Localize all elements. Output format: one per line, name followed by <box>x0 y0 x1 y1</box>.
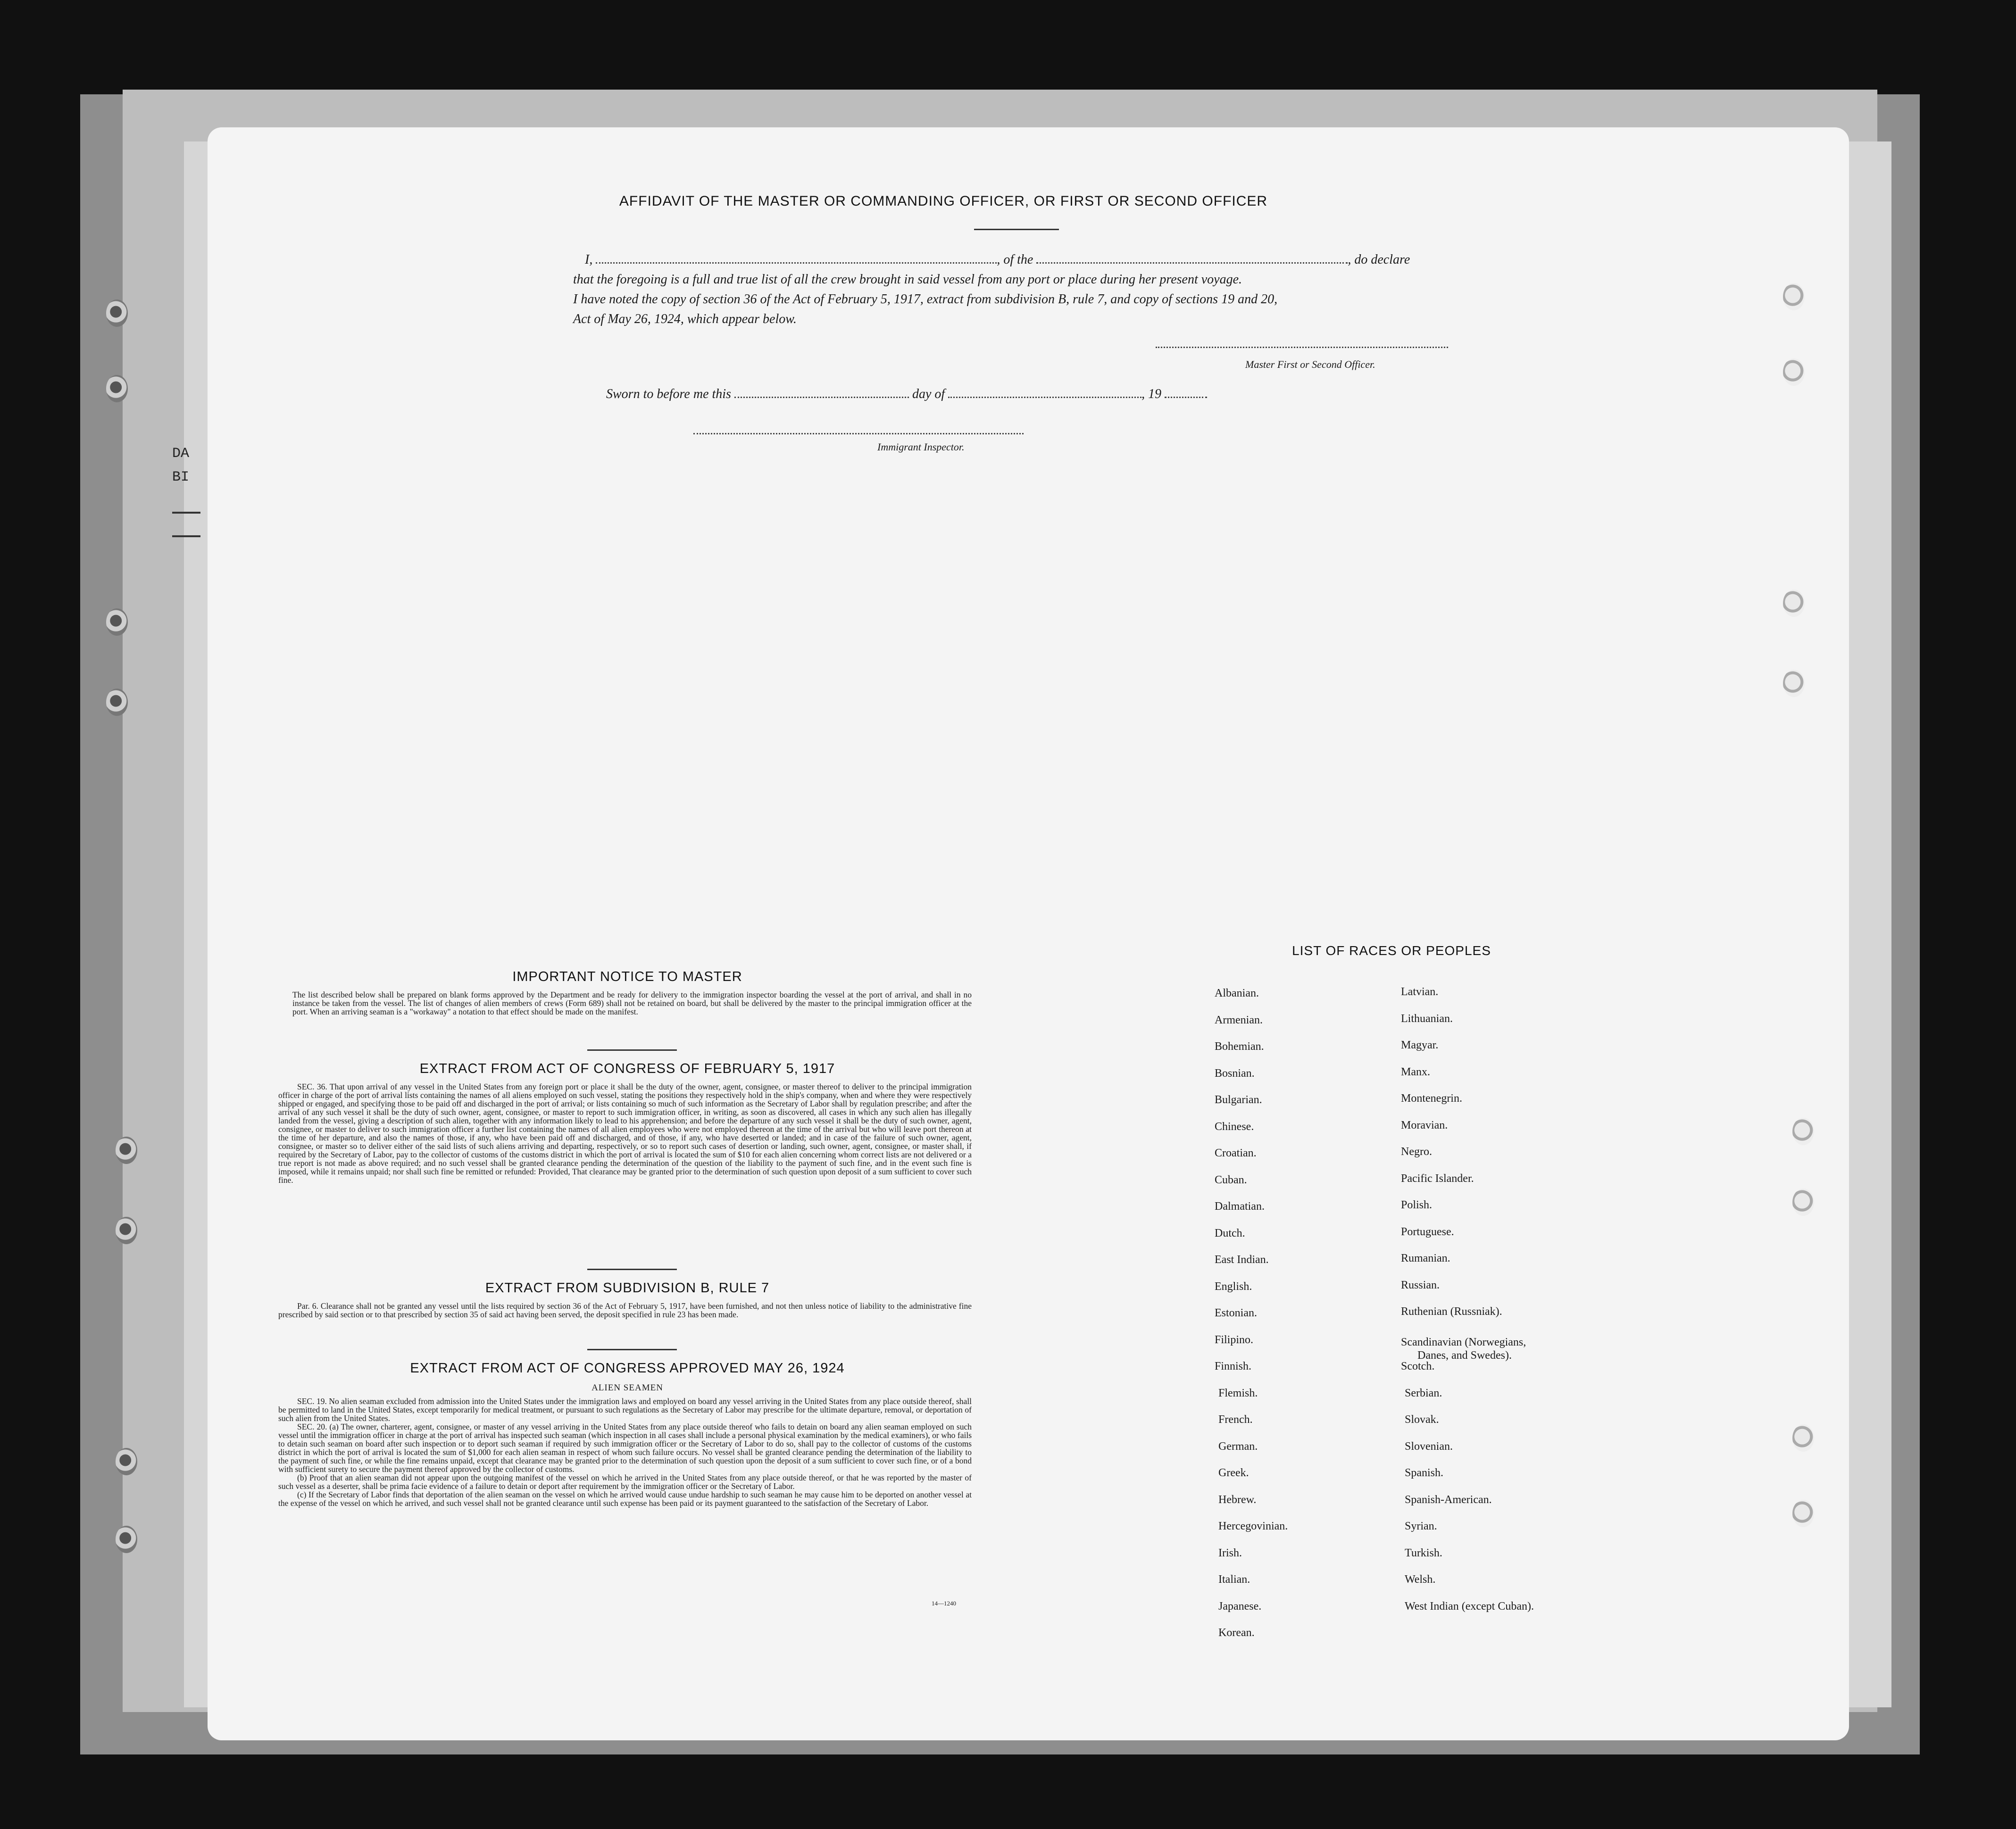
race-item: Danes, and Swedes). <box>1417 1349 1512 1362</box>
sec-19-text: SEC. 19. No alien seaman excluded from admission into the United States under the immigration laws and employed on board any vessel arriving in the United States from any place outside thereof, shall be permitted to land in the United States, except temporarily for medical treatment, or pursuant to such regulations as the Secretary of Labor may prescribe for the ultimate departure, removal, or deportation of such alien from the United States. <box>278 1397 972 1423</box>
race-item: Slovak. <box>1405 1413 1439 1426</box>
binder-hole-icon <box>116 1526 137 1553</box>
race-item: Pacific Islander. <box>1401 1172 1474 1185</box>
name-blank <box>596 262 997 264</box>
extract-1917-text: SEC. 36. That upon arrival of any vessel in the United States from any foreign port or place it shall be the duty of the owner, agent, consignee, or master thereof to deliver to the principal immigration officer in charge of the port of arrival lists containing the names of all aliens employed on such vessel, stating the positions they respectively hold in the ship's company, when and where they were respectively shipped or engaged, and specifying those to be paid off and discharged in the port of arrival; or lists containing so much of such information as the Secretary of Labor shall by regulation prescribe; and after the arrival of any such vessel it shall be the duty of such owner, agent, consignee, or master to report to such immigration officer, in writing, as soon as discovered, all cases in which any such alien has illegally landed from the vessel, giving a description of such alien, together with any information likely to lead to his apprehension; and before the departure of any such vessel it shall be the duty of such owner, agent, consignee, or master to deliver to such immigration officer a further list containing the names of all alien employees who were not employed thereon at the time of the arrival but who will leave port thereon at the time of her departure, and also the names of those, if any, who have been paid off and discharged, and of those, if any, who have deserted or landed; and in case of the failure of such owner, agent, consignee, or master so to deliver either of the said lists of such aliens arriving and departing, respectively, or so to report such cases of desertion or landing, such owner, agent, consignee, or master shall, if required by the Secretary of Labor, pay to the collector of customs of the customs district in which the port of arrival is located the sum of $10 for each alien concerning whom correct lists are not delivered or a true report is not made as above required; and no such vessel shall be granted clearance pending the determination of the question of the liability to the payment of such fine, and in the event such fine is imposed, while it remains unpaid; nor shall such fine be remitted or refunded: Provided, That clearance may be granted prior to the determination of such question upon deposit of a sum sufficient to cover such fine. <box>278 1082 972 1185</box>
back-sheet-label: BI <box>172 469 190 485</box>
race-item: Polish. <box>1401 1199 1433 1211</box>
extract-rule7-text: Par. 6. Clearance shall not be granted any vessel until the lists required by section 36 of the Act of February 5, 1917, have been furnished, and not then unless notice of liability to the administrative fine prescribed by said section or to that prescribed by section 35 of said act having been served, the deposit specified in rule 23 has been made. <box>278 1301 972 1319</box>
page-hole-icon <box>1792 1118 1814 1145</box>
race-item: Slovenian. <box>1405 1440 1453 1453</box>
race-item: Scotch. <box>1401 1360 1435 1372</box>
affidavit-line-2: that the foregoing is a full and true list of all the crew brought in said vessel from any port or place during her present voyage. <box>573 272 1242 287</box>
binder-hole-icon <box>106 299 128 327</box>
section-rule <box>587 1049 677 1051</box>
notice-title: IMPORTANT NOTICE TO MASTER <box>512 969 742 984</box>
inspector-signature-line <box>693 433 1024 434</box>
race-item: Moravian. <box>1401 1119 1448 1131</box>
race-item: Lithuanian. <box>1401 1012 1453 1025</box>
affidavit-declare: , do declare <box>1348 252 1410 267</box>
page-hole-icon <box>1783 358 1805 386</box>
year-blank <box>1165 397 1207 398</box>
race-item: Portuguese. <box>1401 1225 1454 1238</box>
page-hole-icon <box>1783 670 1805 697</box>
race-item: Scandinavian (Norwegians, <box>1401 1336 1526 1348</box>
race-item: Welsh. <box>1405 1573 1436 1586</box>
race-item: West Indian (except Cuban). <box>1405 1600 1534 1613</box>
sworn-line <box>606 384 1314 404</box>
section-rule <box>587 1269 677 1270</box>
binder-hole-icon <box>116 1217 137 1244</box>
race-item: French. <box>1218 1413 1253 1426</box>
race-item: Armenian. <box>1215 1014 1263 1026</box>
race-item: Rumanian. <box>1401 1252 1450 1264</box>
sec-20c-text: (c) If the Secretary of Labor finds that deportation of the alien seaman on the vessel on which he arrived would cause undue hardship to such seaman he may cause him to be deported on another vessel at the expense of the vessel on which he arrived, and such vessel shall not be granted clearance until such expense has been paid or its payment guaranteed to the satisfaction of the Secretary of Labor. <box>278 1490 972 1508</box>
master-label: Master First or Second Officer. <box>1245 358 1375 370</box>
inspector-label: Immigrant Inspector. <box>877 441 965 453</box>
page-hole-icon <box>1792 1500 1814 1527</box>
page-hole-icon <box>1792 1424 1814 1452</box>
day-of-label: day of <box>912 387 945 401</box>
race-item: Croatian. <box>1215 1147 1257 1159</box>
race-item: Hercegovinian. <box>1218 1520 1288 1532</box>
race-item: Estonian. <box>1215 1307 1257 1319</box>
race-item: English. <box>1215 1280 1252 1293</box>
race-item: Manx. <box>1401 1065 1430 1078</box>
sec-20b-text: (b) Proof that an alien seaman did not appear upon the outgoing manifest of the vessel on which he arrived in the United States from any place outside thereof, or that he was reported by the master of such vessel as a deserter, shall be prima facie evidence of a failure to detain or deport after requirement by the immigration officer or the Secretary of Labor. <box>278 1473 972 1491</box>
race-item: Dutch. <box>1215 1227 1245 1239</box>
race-item: Italian. <box>1218 1573 1250 1586</box>
affidavit-line-4: Act of May 26, 1924, which appear below. <box>573 312 797 326</box>
affidavit-i: I, <box>585 252 593 267</box>
binder-hole-icon <box>106 689 128 716</box>
race-item: Irish. <box>1218 1546 1242 1559</box>
month-blank <box>948 397 1141 398</box>
back-sheet-label: DA <box>172 446 190 462</box>
binder-hole-icon <box>116 1448 137 1475</box>
race-item: Finnish. <box>1215 1360 1252 1372</box>
title-rule <box>974 229 1059 230</box>
binder-hole-icon <box>106 375 128 402</box>
affidavit-of-the: , of the <box>997 252 1033 267</box>
form-number: 14—1240 <box>932 1600 956 1607</box>
notice-text: The list described below shall be prepared on blank forms approved by the Department and be ready for delivery to the immigration inspector boarding the vessel at the port of arrival, and shall in no instance be taken from the vessel. The list of changes of alien members of crews (Form 689) shall not be retained on board, but shall be delivered by the master to the principal immigration officer at the port. When an arriving seaman is a "workaway" a notation to that effect should be made on the manifest. <box>292 990 972 1016</box>
extract-1917-title: EXTRACT FROM ACT OF CONGRESS OF FEBRUARY 5, 1917 <box>419 1061 835 1076</box>
race-item: Russian. <box>1401 1279 1440 1291</box>
back-sheet-rule <box>172 512 200 514</box>
race-item: Bosnian. <box>1215 1067 1255 1080</box>
race-item: Spanish-American. <box>1405 1493 1492 1506</box>
page-hole-icon <box>1792 1189 1814 1216</box>
year-label: , 19 <box>1141 387 1162 401</box>
page-hole-icon <box>1783 283 1805 310</box>
race-item: Japanese. <box>1218 1600 1262 1613</box>
race-item: Bulgarian. <box>1215 1094 1262 1106</box>
race-item: Negro. <box>1401 1146 1432 1158</box>
extract-1924-text <box>278 1397 972 1507</box>
extract-rule7-title: EXTRACT FROM SUBDIVISION B, RULE 7 <box>485 1280 770 1296</box>
race-item: Ruthenian (Russniak). <box>1401 1305 1502 1318</box>
section-rule <box>587 1349 677 1350</box>
affidavit-line-3: I have noted the copy of section 36 of the Act of February 5, 1917, extract from subdivision B, rule 7, and copy of sections 19 and 20, <box>573 292 1278 307</box>
race-item: Latvian. <box>1401 986 1439 998</box>
race-item: East Indian. <box>1215 1254 1269 1266</box>
race-item: Dalmatian. <box>1215 1200 1265 1213</box>
race-item: Greek. <box>1218 1467 1249 1479</box>
day-blank <box>734 397 909 398</box>
race-item: Flemish. <box>1218 1387 1258 1399</box>
race-item: Spanish. <box>1405 1467 1444 1479</box>
race-item: Serbian. <box>1405 1387 1442 1399</box>
vessel-blank <box>1036 262 1348 264</box>
affidavit-line-1 <box>585 250 1472 270</box>
race-item: Syrian. <box>1405 1520 1437 1532</box>
master-signature-line <box>1156 347 1448 348</box>
race-item: Magyar. <box>1401 1039 1439 1051</box>
binder-hole-icon <box>106 608 128 636</box>
race-item: Turkish. <box>1405 1546 1442 1559</box>
race-item: Montenegrin. <box>1401 1092 1462 1105</box>
page-hole-icon <box>1783 590 1805 617</box>
back-sheet-rule <box>172 535 200 537</box>
race-item: Korean. <box>1218 1627 1255 1639</box>
race-item: Chinese. <box>1215 1120 1254 1133</box>
race-item: Cuban. <box>1215 1173 1247 1186</box>
race-item: Hebrew. <box>1218 1493 1257 1506</box>
sec-20a-text: SEC. 20. (a) The owner, charterer, agent, consignee, or master of any vessel arriving in the United States from any place outside thereof who fails to detain on board any alien seaman employed on such vessel until the immigration officer in charge at the port of arrival has inspected such seaman (which inspection in all cases shall include a personal physical examination by the medical examiners), or who fails to detain such seaman on board after such inspection or to deport such seaman if required by such immigration officer or the Secretary of Labor to do so, shall pay to the collector of customs of the customs district in which the port of arrival is located the sum of $1,000 for each alien seaman in respect of whom such failure occurs. No vessel shall be granted clearance pending the determination of the liability to the payment of such fine, or while the fine remains unpaid, except that clearance may be granted prior to the determination of such question upon the deposit of a sum sufficient to cover such fine, or of a bond with sufficient surety to secure the payment thereof approved by the collector of customs. <box>278 1422 972 1474</box>
affidavit-title: AFFIDAVIT OF THE MASTER OR COMMANDING OFFICER, OR FIRST OR SECOND OFFICER <box>619 193 1268 209</box>
race-item: Albanian. <box>1215 987 1259 999</box>
races-title: LIST OF RACES OR PEOPLES <box>1292 943 1491 958</box>
race-item: German. <box>1218 1440 1258 1453</box>
sworn-label: Sworn to before me this <box>606 387 731 401</box>
extract-1924-title: EXTRACT FROM ACT OF CONGRESS APPROVED MAY 26, 1924 <box>410 1361 845 1376</box>
race-item: Bohemian. <box>1215 1040 1264 1053</box>
race-item: Filipino. <box>1215 1333 1254 1346</box>
binder-hole-icon <box>116 1137 137 1164</box>
alien-seamen-subtitle: ALIEN SEAMEN <box>591 1383 663 1393</box>
